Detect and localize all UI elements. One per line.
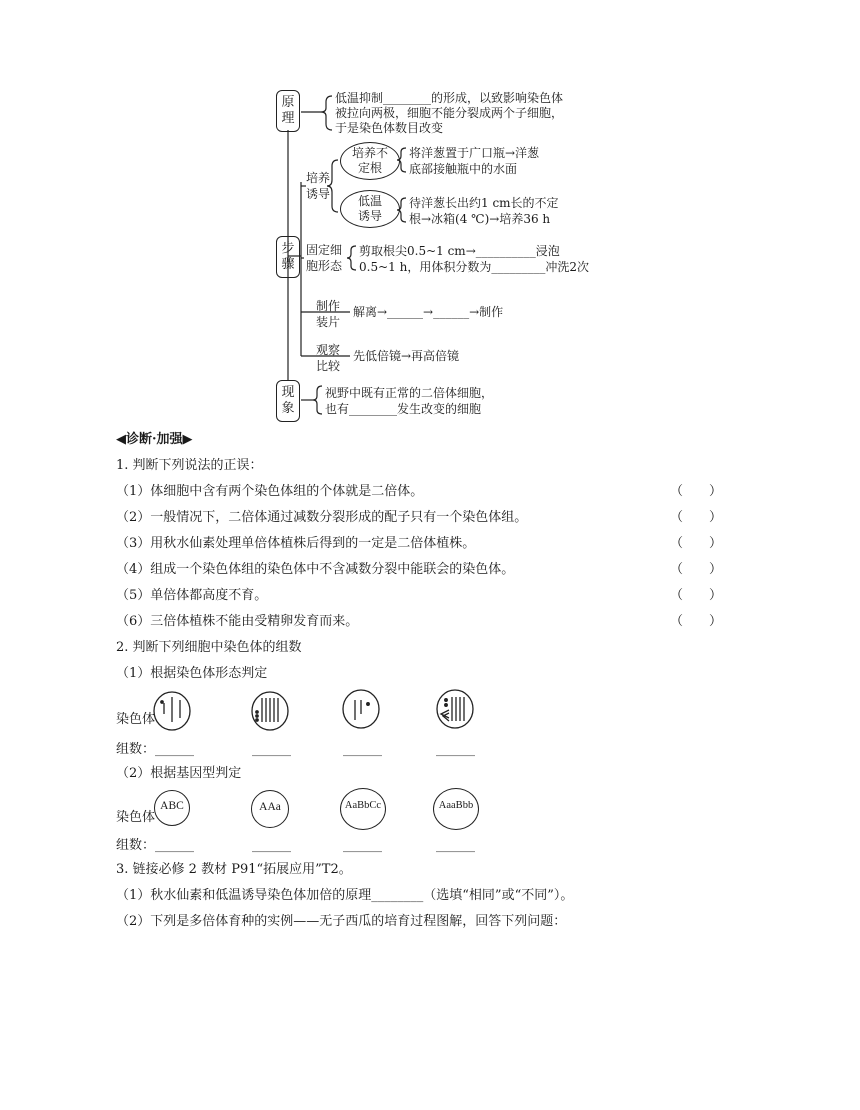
fix-line-1: 剪取根尖0.5~1 cm→__________浸泡 (359, 244, 560, 258)
cold-line-1: 待洋葱长出约1 cm长的不定 (409, 196, 559, 210)
steps-label: 步骤 (281, 241, 295, 272)
culture-line-2: 底部接触瓶中的水面 (409, 162, 518, 176)
genotype-text-1: ABC (160, 800, 184, 812)
section-title: ◀诊断·加强▶ (116, 432, 193, 447)
q1-item-3: （3）用秋水仙素处理单倍体植株后得到的一定是二倍体植株。 (116, 536, 476, 551)
phenomenon-line-1: 视野中既有正常的二倍体细胞， (325, 386, 494, 400)
observe-label: 观察比较 (316, 343, 341, 373)
chromosome-cell-1 (154, 692, 190, 730)
q2-row2-blank-2[interactable]: ______ (252, 838, 291, 853)
q1-item-5: （5）单倍体都高度不育。 (116, 588, 268, 603)
genotype-cell-2 (251, 790, 289, 828)
q1-answer-4[interactable]: （ ） (670, 562, 723, 577)
principle-line-1: 低温抑制________的形成，以致影响染色体 (335, 91, 564, 105)
fix-label: 固定细胞形态 (306, 243, 343, 273)
phenomenon-line-2: 也有________发生改变的细胞 (325, 402, 482, 416)
fix-line-2: 0.5~1 h，用体积分数为_________冲洗2次 (359, 260, 589, 274)
q2-row2-count-label: 组数：______ (116, 838, 195, 853)
cold-line-2: 根→冰箱(4 ℃)→培养36 h (409, 212, 551, 226)
q1-answer-6[interactable]: （ ） (670, 614, 723, 629)
q2-sub1: （1）根据染色体形态判定 (116, 666, 268, 681)
phenomenon-label: 现象 (281, 385, 295, 416)
principle-label: 原理 (281, 95, 295, 126)
q2-row2-blank-3[interactable]: ______ (343, 838, 382, 853)
induce-label: 培养诱导 (306, 171, 331, 201)
q1-item-6: （6）三倍体植株不能由受精卵发育而来。 (116, 614, 359, 629)
chromosome-cell-2 (252, 692, 288, 730)
q2-title: 2. 判断下列细胞中染色体的组数 (116, 640, 302, 655)
steps-box (276, 236, 300, 278)
phenomenon-box (276, 380, 300, 422)
genotype-text-2: AAa (259, 801, 281, 813)
culture-oval-label: 培养不定根 (351, 146, 388, 175)
cold-induce-oval (340, 190, 400, 228)
chromosome-cell-4 (437, 690, 473, 728)
q2-row2-blank-4[interactable]: ______ (436, 838, 475, 853)
principle-box (276, 90, 300, 132)
q2-row1-blank-3[interactable]: ______ (343, 742, 382, 757)
cold-induce-oval-label: 低温诱导 (357, 194, 382, 223)
q1-item-4: （4）组成一个染色体组的染色体中不含减数分裂中能联会的染色体。 (116, 562, 515, 577)
q2-row1-count-label: 组数：______ (116, 742, 195, 757)
genotype-text-3: AaBbCc (344, 800, 382, 811)
q2-row2-label: 染色体 (116, 810, 156, 825)
q2-sub2: （2）根据基因型判定 (116, 766, 242, 781)
q3-title: 3. 链接必修 2 教材 P91“拓展应用”T2。 (116, 862, 352, 877)
make-slide-text: 解离→______→______→制作 (353, 305, 504, 319)
q2-row1-blank-2[interactable]: ______ (252, 742, 291, 757)
genotype-cell-3 (340, 788, 386, 830)
genotype-cell-1 (154, 790, 190, 826)
q1-title: 1. 判断下列说法的正误： (116, 458, 263, 473)
principle-line-3: 于是染色体数目改变 (335, 121, 444, 135)
chromosome-cell-3 (343, 690, 379, 728)
q2-row1-blank-4[interactable]: ______ (436, 742, 475, 757)
q3-sub1: （1）秋水仙素和低温诱导染色体加倍的原理________（选填“相同”或“不同”）。 (116, 888, 574, 903)
genotype-cell-4 (433, 788, 479, 830)
q3-sub2: （2）下列是多倍体育种的实例——无子西瓜的培育过程图解，回答下列问题： (116, 914, 567, 929)
q1-answer-3[interactable]: （ ） (670, 536, 723, 551)
principle-line-2: 被拉向两极，细胞不能分裂成两个子细胞， (335, 106, 564, 120)
make-slide-label: 制作装片 (316, 299, 341, 329)
q2-row1-label: 染色体 (116, 712, 156, 727)
q1-answer-5[interactable]: （ ） (670, 588, 723, 603)
q1-answer-2[interactable]: （ ） (670, 510, 723, 525)
observe-text: 先低倍镜→再高倍镜 (353, 349, 460, 363)
q1-item-2: （2）一般情况下，二倍体通过减数分裂形成的配子只有一个染色体组。 (116, 510, 528, 525)
q1-answer-1[interactable]: （ ） (670, 484, 723, 499)
culture-line-1: 将洋葱置于广口瓶→洋葱 (409, 146, 540, 160)
genotype-text-4: AaaBbb (438, 800, 474, 811)
q1-item-1: （1）体细胞中含有两个染色体组的个体就是二倍体。 (116, 484, 424, 499)
culture-oval (340, 142, 400, 180)
